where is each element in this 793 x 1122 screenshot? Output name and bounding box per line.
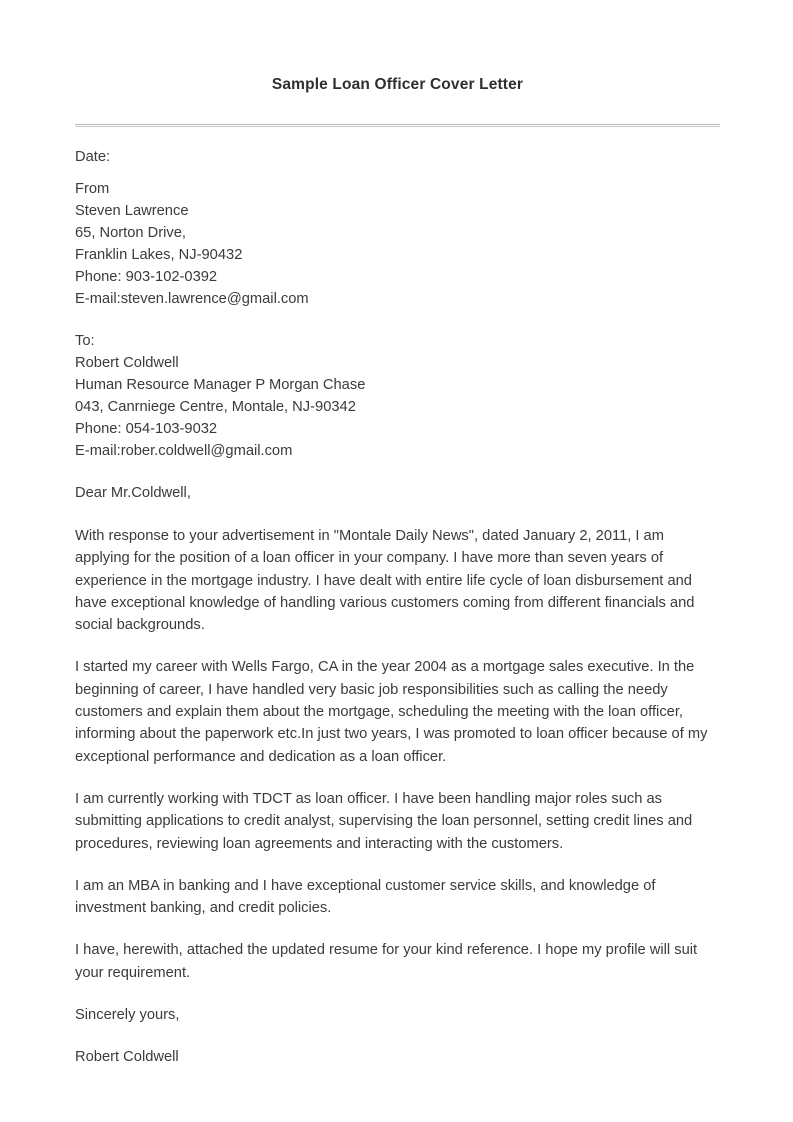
title-divider [75,124,720,127]
recipient-title-company: Human Resource Manager P Morgan Chase [75,377,366,393]
sender-label: From [75,181,110,197]
body-paragraph-4: I am an MBA in banking and I have exceptional customer service skills, and knowledge of investment banking, and credit policies. [75,877,656,917]
sender-street: 65, Norton Drive, [75,225,187,241]
body-paragraph-2: I started my career with Wells Fargo, CA in the year 2004 as a mortgage sales executive. In the beginning of career, I have handled very basic job responsibilities such as calling the needy customers and explain them about the mortgage, scheduling the meeting with the loan officer, informing about the paperwork etc.In just two years, I was promoted to loan officer because of my exceptional performance and dedication as a loan officer. [75,659,708,765]
recipient-street-city-state-zip: 043, Canrniege Centre, Montale, NJ-90342 [75,399,356,415]
signature-name: Robert Coldwell [75,1049,179,1066]
page-title: Sample Loan Officer Cover Letter [271,76,524,93]
date-block [75,146,713,168]
recipient-email: E-mail:rober.coldwell@gmail.com [75,443,293,459]
recipient-address-block [75,330,713,462]
closing-salutation: Sincerely yours, [75,1007,180,1024]
body-paragraph-1: With response to your advertisement in "Montale Daily News", dated January 2, 2011, I am applying for the position of a loan officer in your company. I have more than seven years of experience in the mortgage industry. I have dealt with entire life cycle of loan disbursement and have exceptional knowledge of handling various customers coming from different financials and social backgrounds. [75,528,695,634]
sender-phone: Phone: 903-102-0392 [75,269,218,285]
body-paragraph-5: I have, herewith, attached the updated resume for your kind reference. I hope my profile will suit your requirement. [75,942,698,981]
recipient-phone: Phone: 054-103-9032 [75,421,218,437]
recipient-label: To: [75,333,95,349]
body-paragraph-3: I am currently working with TDCT as loan officer. I have been handling major roles such as submitting applications to credit analyst, supervising the loan personnel, setting credit lines and procedures, reviewing loan agreements and interacting with the customers. [75,790,693,852]
sender-address-block [75,178,713,310]
salutation: Dear Mr.Coldwell, [75,485,191,501]
sender-email: E-mail:steven.lawrence@gmail.com [75,291,309,307]
letter-body [75,146,713,1068]
recipient-name: Robert Coldwell [75,355,179,371]
sender-city-state-zip: Franklin Lakes, NJ-90432 [75,247,243,263]
sender-name: Steven Lawrence [75,203,189,219]
date-label: Date: [75,149,111,165]
